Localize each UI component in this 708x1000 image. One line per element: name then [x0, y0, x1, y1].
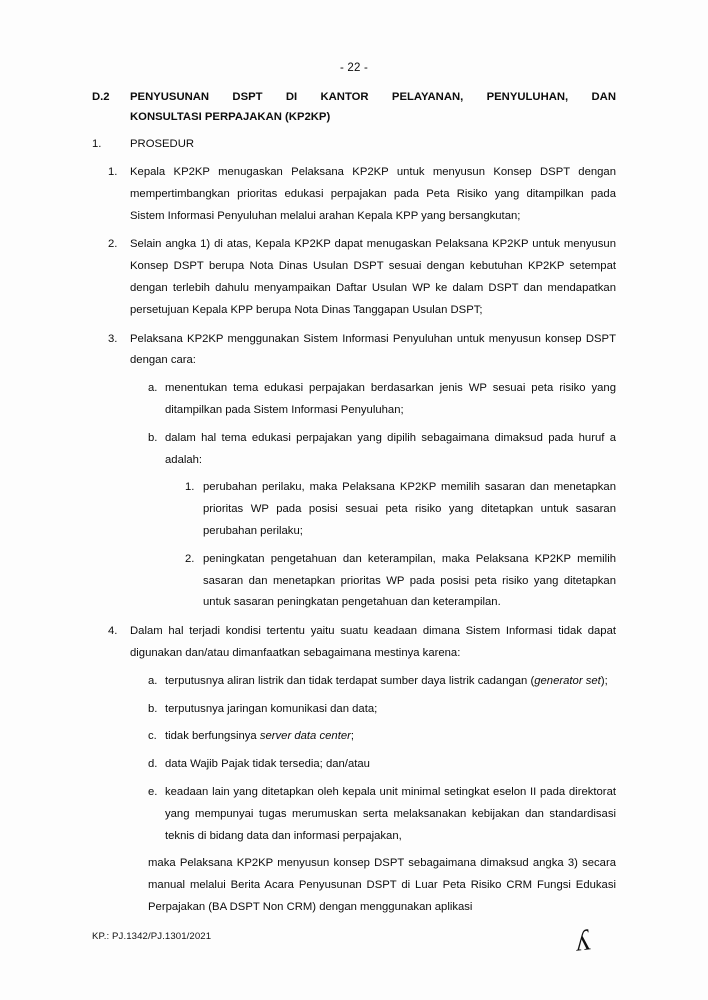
list-marker: c. [148, 730, 157, 743]
list-item-text: terputusnya jaringan komunikasi dan data; [165, 702, 378, 715]
list-marker: 1. [185, 481, 195, 494]
list-marker: 4. [108, 625, 118, 638]
list-item-text: data Wajib Pajak tidak tersedia; dan/atau [165, 758, 370, 771]
signature-initial: ʎ [573, 923, 592, 958]
section-heading [92, 88, 616, 128]
section-heading-line2: KONSULTASI PERPAJAKAN (KP2KP) [130, 110, 331, 123]
list-marker: b. [148, 431, 158, 444]
list-item [130, 428, 616, 614]
page-number: - 22 - [339, 62, 369, 74]
list-item-text: peningkatan pengetahuan dan keterampilan, maka Pelaksana KP2KP memilih sasaran dan menetapkan prioritas WP pada posisi peta risiko yang ditetapkan untuk sasaran peningkatan pengetahuan dan keterampilan. [203, 552, 616, 609]
subsection-prosedur [92, 134, 616, 155]
subsection-title: PROSEDUR [130, 137, 195, 150]
list-item [130, 378, 616, 422]
list-item [92, 621, 616, 919]
list-item-text [165, 726, 616, 748]
list-item-text: dalam hal tema edukasi perpajakan yang dipilih sebagaimana dimaksud pada huruf a adalah: [165, 431, 616, 466]
list-item [92, 234, 616, 321]
list-marker: a. [148, 382, 158, 395]
footer-code: KP.: PJ.1342/PJ.1301/2021 [92, 931, 212, 942]
sub-list [130, 671, 616, 848]
section-heading-tag: D.2 [92, 91, 110, 103]
list-item-tail-paragraph: maka Pelaksana KP2KP menyusun konsep DSPT sebagaimana dimaksud angka 3) secara manual melalui Berita Acara Penyusunan DSPT di Luar Peta Risiko CRM Fungsi Edukasi Perpajakan (BA DSPT Non CRM) dengan menggunakan aplikasi [148, 857, 616, 913]
list-marker: 2. [185, 552, 195, 565]
list-item-text: Dalam hal terjadi kondisi tertentu yaitu suatu keadaan dimana Sistem Informasi tidak dapat digunakan dan/atau dimanfaatkan sebagaimana mestinya karena: [130, 625, 616, 659]
list-item-text: Pelaksana KP2KP menggunakan Sistem Informasi Penyuluhan untuk menyusun konsep DSPT dengan cara: [130, 332, 616, 367]
list-item [165, 549, 616, 614]
text-fragment: ); [600, 674, 608, 687]
list-item [130, 782, 616, 847]
list-item [130, 699, 616, 721]
text-fragment: ; [350, 730, 355, 743]
list-item [165, 477, 616, 542]
list-marker: 2. [108, 238, 118, 251]
list-item [92, 162, 616, 227]
list-marker: d. [148, 758, 158, 771]
sub-sub-list [165, 477, 616, 614]
list-item-text: Selain angka 1) di atas, Kepala KP2KP dapat menugaskan Pelaksana KP2KP untuk menyusun Konsep DSPT berupa Nota Dinas Usulan DSPT sesuai dengan kebutuhan KP2KP setempat dengan terlebih dahulu menyampaikan Daftar Usulan WP ke dalam DSPT dan mendapatkan persetujuan Kepala KPP berupa Nota Dinas Tanggapan Usulan DSPT; [130, 238, 616, 316]
document-body [92, 88, 616, 919]
italic-term: generator set [534, 674, 601, 687]
procedure-list [92, 162, 616, 919]
sub-list [130, 378, 616, 614]
list-item-text [165, 671, 616, 693]
list-item [130, 726, 616, 748]
list-marker: b. [148, 702, 158, 715]
text-fragment: tidak berfungsinya [165, 730, 260, 743]
list-item-text: Kepala KP2KP menugaskan Pelaksana KP2KP untuk menyusun Konsep DSPT dengan mempertimbangkan prioritas edukasi perpajakan pada Peta Risiko yang ditampilkan pada Sistem Informasi Penyuluhan melalui arahan Kepala KPP yang bersangkutan; [130, 165, 616, 222]
list-marker: e. [148, 785, 158, 798]
list-item-text: perubahan perilaku, maka Pelaksana KP2KP memilih sasaran dan menetapkan prioritas WP pada posisi sesuai peta risiko yang ditetapkan untuk sasaran perubahan perilaku; [203, 481, 616, 537]
list-item-text: menentukan tema edukasi perpajakan berdasarkan jenis WP sesuai peta risiko yang ditampilkan pada Sistem Informasi Penyuluhan; [165, 382, 616, 416]
list-marker: 3. [108, 332, 118, 345]
list-item [92, 329, 616, 615]
italic-term: server data center [259, 730, 351, 743]
list-item [130, 754, 616, 776]
list-marker: 1. [108, 165, 118, 178]
list-item-text: keadaan lain yang ditetapkan oleh kepala unit minimal setingkat eselon II pada direktorat yang mempunyai tugas merumuskan serta melaksanakan kebijakan dan standardisasi teknis di bidang data dan informasi perpajakan, [165, 785, 616, 842]
list-item [130, 671, 616, 693]
subsection-number: 1. [92, 137, 102, 150]
list-marker: a. [148, 674, 158, 687]
text-fragment: terputusnya aliran listrik dan tidak terdapat sumber daya listrik cadangan ( [165, 674, 535, 687]
section-heading-line1: PENYUSUNAN DSPT DI KANTOR PELAYANAN, PENYULUHAN, DAN [130, 91, 616, 103]
